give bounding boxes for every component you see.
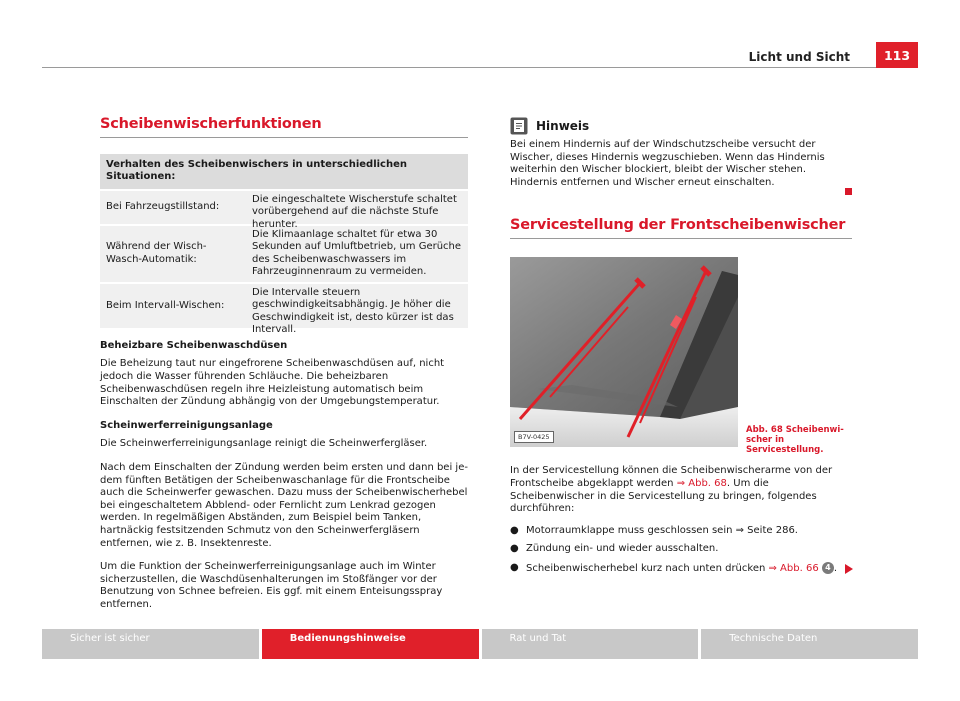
service-steps-list [510, 525, 852, 576]
footer-tab-technical-data[interactable]: Technische Daten [698, 629, 918, 659]
list-item-content: Scheibenwischerhebel kurz nach unten drücken ⇒ Abb. 66 4 . [526, 562, 838, 574]
table-cell-label: Beim Intervall-Wischen: [106, 299, 225, 311]
table-cell-text: Die Intervalle steuern geschwindigkeitsabhängig. Je höher die Geschwindigkeit ist, desto kürzer ist das Intervall. [252, 286, 454, 336]
footer-tab-operation[interactable]: Bedienungshinweise [259, 629, 479, 659]
table-heading: Verhalten des Scheibenwischers in unterschiedlichen Situationen: [100, 154, 468, 189]
list-item-text: Zündung ein- und wieder ausschalten. [526, 543, 719, 555]
wiper-behaviour-table [100, 154, 468, 336]
table-cell-label: Während der Wisch-Wasch-Automatik: [106, 241, 207, 265]
list-item [510, 562, 852, 576]
list-item [510, 543, 852, 556]
note-text: Bei einem Hindernis auf der Windschutzscheibe versucht der Wischer, dieses Hindernis wegzuschieben. Wenn das Hindernis weiterhin den Wischer blockiert, bleibt der Wischer stehen. Hindernis entfernen und Wischer erneut einschalten. [510, 139, 825, 188]
figure-68 [510, 257, 852, 456]
header-section-title: Licht und Sicht [748, 50, 850, 64]
page-number: 113 [876, 42, 918, 68]
table-row [100, 226, 468, 282]
figure-66-link[interactable]: ⇒ Abb. 66 [768, 562, 819, 574]
note-header [510, 116, 852, 136]
service-intro-text-2: . Um die Scheibenwischer in die Servicestellung zu bringen, folgendes durchführen: [510, 477, 817, 515]
section-title-wiper-functions: Scheibenwischerfunktionen [100, 116, 468, 138]
paragraph-heated-nozzles: Die Beheizung taut nur eingefrorene Scheibenwaschdüsen auf, nicht jedoch die Wasser führenden Schläuche. Die beheizbaren Scheibenwaschdüsen regeln ihre Heizleistung automatisch beim Einschalten der Zündung abhängig von der Umgebungstemperatur. [100, 358, 445, 408]
bullet-icon: ● [510, 561, 519, 573]
paragraph-headlight-washer-1: Die Scheinwerferreinigungsanlage reinigt die Scheinwerfergläser. [100, 438, 428, 450]
section-title-service-position: Servicestellung der Frontscheibenwischer [510, 217, 852, 239]
table-row [100, 284, 468, 336]
table-cell-text: Die Klimaanlage schaltet für etwa 30 Sekunden auf Umluftbetrieb, um Gerüche des Scheibenwaschwassers im Fahrzeuginnenraum zu vermeiden. [252, 228, 462, 278]
page-header [42, 44, 918, 68]
list-item-text: Scheibenwischerhebel kurz nach unten drücken [526, 562, 769, 574]
bullet-icon: ● [510, 543, 519, 555]
table-row [100, 191, 468, 230]
service-intro-text-1: In der Servicestellung können die Scheibenwischerarme von der Frontscheibe abgeklappt werden [510, 465, 833, 489]
callout-number-badge: 4 [822, 562, 834, 574]
arrow-right-icon [845, 564, 853, 574]
footer-tab-tips[interactable]: Rat und Tat [479, 629, 699, 659]
footer-tab-safety[interactable]: Sicher ist sicher [42, 629, 259, 659]
table-cell-label: Bei Fahrzeugstillstand: [106, 201, 220, 213]
windshield-illustration [510, 257, 738, 447]
paragraph-headlight-washer-3: Um die Funktion der Scheinwerferreinigungsanlage auch im Winter sicherzustellen, die Waschdüsenhalterungen im Stoßfänger vor der Benutzung von Schnee befreien. Eis ggf. mit einem Enteisungsspray entfernen. [100, 561, 443, 610]
figure-68-link[interactable]: ⇒ Abb. 68 [676, 477, 727, 489]
list-item-text: Motorraumklappe muss geschlossen sein ⇒ Seite 286. [526, 524, 798, 536]
list-item [510, 525, 852, 538]
figure-code: B7V-0425 [514, 431, 554, 443]
service-intro [510, 465, 852, 515]
figure-caption: Abb. 68 Scheibenwischer in Servicestellung. [746, 425, 844, 456]
note-title: Hinweis [536, 119, 590, 133]
paragraph-headlight-washer-2: Nach dem Einschalten der Zündung werden beim ersten und dann bei jedem fünften Betätigen der Scheibenwaschanlage für die Frontscheibe auch die Scheinwerfer gewaschen. Dazu muss der Scheibenwischerhebel bei eingeschaltetem Abblend- oder Fernlicht zum Lenkrad gezogen werden. In regelmäßigen Abständen, zum Beispiel beim Tanken, hartnäckig festsitzenden Schmutz von den Scheinwerfergläsern entfernen, wie z. B. Insektenreste. [100, 461, 468, 549]
wiper-service-position-image [510, 257, 738, 447]
note-icon [510, 117, 528, 135]
red-square-icon [845, 188, 852, 195]
subheading-headlight-washer: Scheinwerferreinigungsanlage [100, 419, 273, 431]
bullet-icon: ● [510, 524, 519, 536]
table-cell-text: Die eingeschaltete Wischerstufe schaltet vorübergehend auf die nächste Stufe herunter. [252, 193, 457, 230]
footer-tabs [42, 629, 918, 659]
left-column [100, 116, 468, 612]
right-column [510, 116, 852, 576]
subheading-heated-nozzles: Beheizbare Scheibenwaschdüsen [100, 339, 288, 351]
